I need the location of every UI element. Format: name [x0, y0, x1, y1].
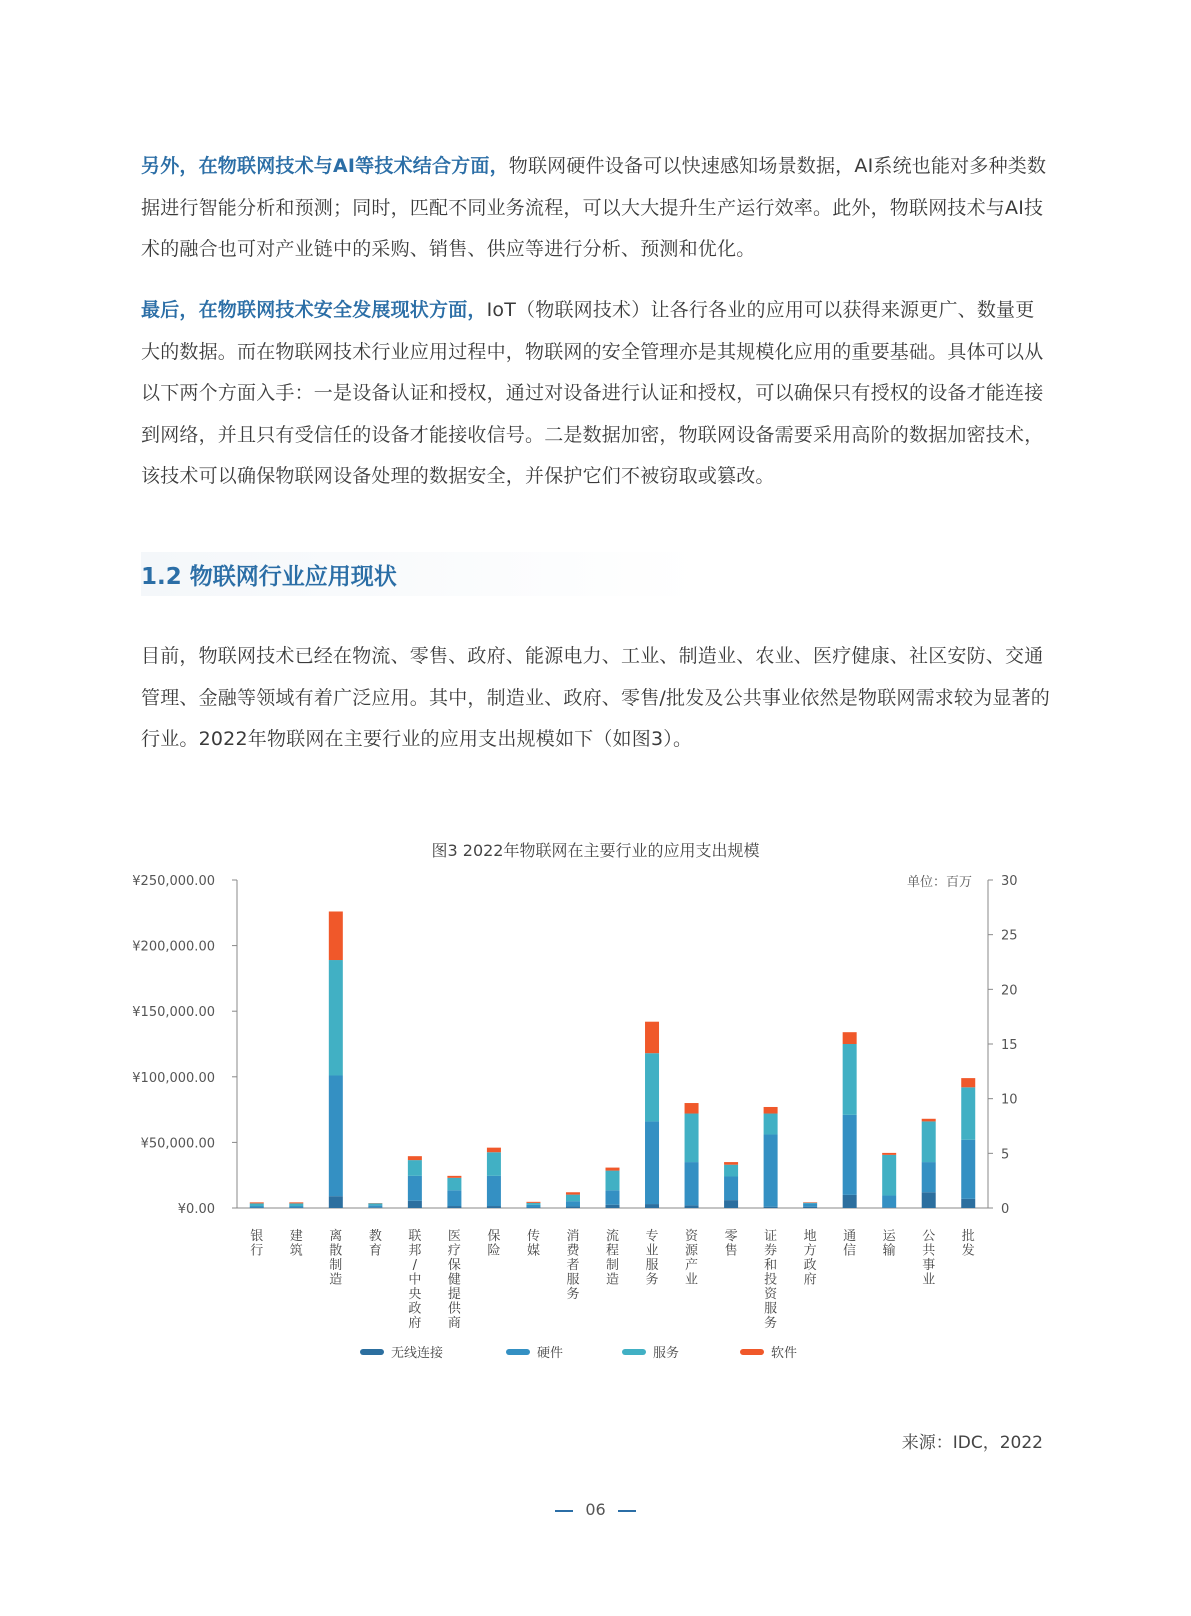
- y-tick-label-right: 20: [1001, 983, 1018, 999]
- bar-segment: [566, 1195, 580, 1202]
- bar-segment: [368, 1205, 382, 1207]
- category-label: 消费者服务: [566, 1229, 580, 1302]
- bar-segment: [566, 1192, 580, 1194]
- bar-segment: [487, 1152, 501, 1176]
- category-label: 地方政府: [803, 1229, 817, 1288]
- legend-swatch: [360, 1349, 384, 1355]
- chart-title: 图3 2022年物联网在主要行业的应用支出规模: [431, 841, 760, 860]
- category-label: 联邦/中央政府: [408, 1229, 422, 1331]
- bar-segment: [803, 1203, 817, 1204]
- y-tick-label-left: ¥250,000.00: [132, 874, 215, 889]
- bar-segment: [329, 911, 343, 960]
- y-tick-label-right: 5: [1001, 1147, 1010, 1163]
- bar-segment: [685, 1103, 699, 1113]
- category-label: 离散制造: [329, 1229, 343, 1288]
- bar-segment: [447, 1190, 461, 1206]
- legend-label: 无线连接: [391, 1346, 444, 1361]
- paragraph-industry-status: 目前，物联网技术已经在物流、零售、政府、能源电力、工业、制造业、农业、医疗健康、社区安防、交通管理、金融等领域有着广泛应用。其中，制造业、政府、零售/批发及公共事业依然是物联网需求较为显著的行业。2022年物联网在主要行业的应用支出规模如下（如图3）。: [141, 645, 1051, 750]
- bar-segment: [645, 1121, 659, 1204]
- bar-segment: [368, 1207, 382, 1208]
- bar-segment: [764, 1114, 778, 1135]
- bar-segment: [961, 1199, 975, 1208]
- category-label: 教育: [368, 1229, 382, 1259]
- paragraph-text: IoT（物联网技术）让各行各业的应用可以获得来源更广、数量更大的数据。而在物联网技术行业应用过程中，物联网的安全管理亦是其规模化应用的重要基础。具体可以从以下两个方面入手：一是设备认证和授权，通过对设备进行认证和授权，可以确保只有授权的设备才能连接到网络，并且只有受信任的设备才能接收信号。二是数据加密，物联网设备需要采用高阶的数据加密技术，该技术可以确保物联网设备处理的数据安全，并保护它们不被窃取或篡改。: [141, 299, 1044, 487]
- bar-segment: [329, 1196, 343, 1208]
- bar-segment: [447, 1178, 461, 1190]
- bar-segment: [289, 1203, 303, 1206]
- paragraph-highlight: 最后，在物联网技术安全发展现状方面，: [141, 299, 487, 321]
- bar-segment: [764, 1107, 778, 1114]
- bar-segment: [250, 1206, 264, 1208]
- category-label: 建筑: [289, 1229, 303, 1259]
- bar-segment: [408, 1156, 422, 1160]
- paragraph-ai-integration: [141, 146, 1051, 271]
- bar-segment: [487, 1148, 501, 1153]
- category-label: 银行: [250, 1229, 264, 1259]
- bar-segment: [645, 1204, 659, 1208]
- bar-segment: [566, 1206, 580, 1208]
- category-label: 资源产业: [685, 1229, 699, 1288]
- bar-segment: [526, 1207, 540, 1208]
- bar-segment: [685, 1114, 699, 1163]
- bar-segment: [922, 1192, 936, 1208]
- source-note: 来源：IDC，2022: [901, 1433, 1043, 1453]
- category-label: 通信: [843, 1229, 857, 1259]
- category-label: 运输: [882, 1229, 896, 1259]
- y-tick-label-right: 10: [1001, 1092, 1018, 1108]
- paragraph-security: [141, 290, 1051, 498]
- bar-segment: [606, 1168, 620, 1171]
- legend-swatch: [740, 1349, 764, 1355]
- legend-label: 软件: [771, 1346, 798, 1361]
- category-label: 保险: [487, 1229, 501, 1259]
- bar-segment: [882, 1155, 896, 1196]
- category-label: 传媒: [526, 1229, 540, 1259]
- y-tick-label-right: 0: [1001, 1202, 1010, 1217]
- bar-segment: [961, 1078, 975, 1087]
- bar-segment: [961, 1140, 975, 1199]
- bar-segment: [408, 1201, 422, 1208]
- paragraph-highlight: 另外，在物联网技术与AI等技术结合方面，: [141, 155, 509, 177]
- bar-segment: [289, 1202, 303, 1203]
- unit-label: 单位：百万: [906, 875, 972, 890]
- section-title: 1.2 物联网行业应用现状: [141, 564, 397, 590]
- bar-segment: [803, 1207, 817, 1208]
- bar-segment: [764, 1207, 778, 1208]
- bar-segment: [724, 1200, 738, 1208]
- bar-segment: [606, 1190, 620, 1204]
- bar-segment: [526, 1203, 540, 1205]
- bar-segment: [961, 1087, 975, 1139]
- bar-segment: [843, 1032, 857, 1044]
- bar-segment: [724, 1177, 738, 1201]
- bar-segment: [843, 1195, 857, 1208]
- bar-segment: [882, 1196, 896, 1208]
- bar-segment: [764, 1135, 778, 1207]
- category-label: 医疗保健提供商: [447, 1229, 461, 1331]
- legend-label: 服务: [653, 1346, 680, 1361]
- bar-segment: [724, 1165, 738, 1177]
- page-footer: [0, 1500, 1191, 1519]
- page-number: 06: [585, 1500, 606, 1519]
- y-tick-label-right: 30: [1001, 874, 1018, 889]
- category-label: 零售: [724, 1229, 738, 1259]
- bar-segment: [843, 1044, 857, 1115]
- legend-swatch: [506, 1349, 530, 1355]
- bar-segment: [606, 1171, 620, 1191]
- y-tick-label-left: ¥150,000.00: [132, 1005, 215, 1021]
- bar-segment: [803, 1202, 817, 1203]
- legend-swatch: [622, 1349, 646, 1355]
- bar-segment: [368, 1203, 382, 1205]
- section-heading: [141, 552, 701, 596]
- category-label: 批发: [961, 1229, 975, 1259]
- category-label: 证券和投资服务: [764, 1229, 778, 1331]
- bar-segment: [408, 1160, 422, 1176]
- bar-segment: [645, 1053, 659, 1121]
- bar-segment: [645, 1022, 659, 1053]
- bar-segment: [526, 1205, 540, 1208]
- footer-dash-right: [618, 1510, 636, 1512]
- bar-segment: [250, 1203, 264, 1206]
- bar-segment: [922, 1119, 936, 1122]
- bar-segment: [843, 1115, 857, 1195]
- y-tick-label-right: 25: [1001, 928, 1018, 944]
- bar-segment: [685, 1162, 699, 1205]
- bar-segment: [250, 1202, 264, 1203]
- bar-segment: [289, 1206, 303, 1208]
- bar-segment: [566, 1201, 580, 1206]
- category-label: 流程制造: [605, 1229, 620, 1288]
- bar-segment: [447, 1206, 461, 1208]
- bar-segment: [487, 1176, 501, 1206]
- bar-segment: [487, 1206, 501, 1208]
- bar-segment: [724, 1162, 738, 1165]
- bar-segment: [606, 1205, 620, 1208]
- bar-segment: [882, 1153, 896, 1155]
- bar-segment: [922, 1162, 936, 1192]
- y-tick-label-left: ¥200,000.00: [132, 939, 215, 955]
- y-tick-label-left: ¥50,000.00: [140, 1136, 215, 1152]
- y-tick-label-left: ¥0.00: [177, 1202, 215, 1217]
- stacked-bar-chart: [0, 870, 1191, 1390]
- legend-label: 硬件: [537, 1346, 564, 1361]
- bar-segment: [803, 1203, 817, 1206]
- category-label: 专业服务: [645, 1229, 659, 1288]
- category-label: 公共事业: [922, 1229, 936, 1288]
- bar-segment: [526, 1202, 540, 1203]
- y-tick-label-right: 15: [1001, 1038, 1018, 1053]
- bar-segment: [685, 1205, 699, 1208]
- bar-segment: [882, 1207, 896, 1208]
- paragraph-text: 物联网硬件设备可以快速感知场景数据，AI系统也能对多种类数据进行智能分析和预测；同时，匹配不同业务流程，可以大大提升生产运行效率。此外，物联网技术与AI技术的融合也可对产业链中的采购、销售、供应等进行分析、预测和优化。: [141, 155, 1047, 260]
- y-tick-label-left: ¥100,000.00: [132, 1070, 215, 1086]
- bar-segment: [329, 960, 343, 1075]
- bar-segment: [447, 1176, 461, 1178]
- bar-segment: [922, 1121, 936, 1162]
- footer-dash-left: [555, 1510, 573, 1512]
- bar-segment: [408, 1176, 422, 1201]
- bar-segment: [329, 1075, 343, 1196]
